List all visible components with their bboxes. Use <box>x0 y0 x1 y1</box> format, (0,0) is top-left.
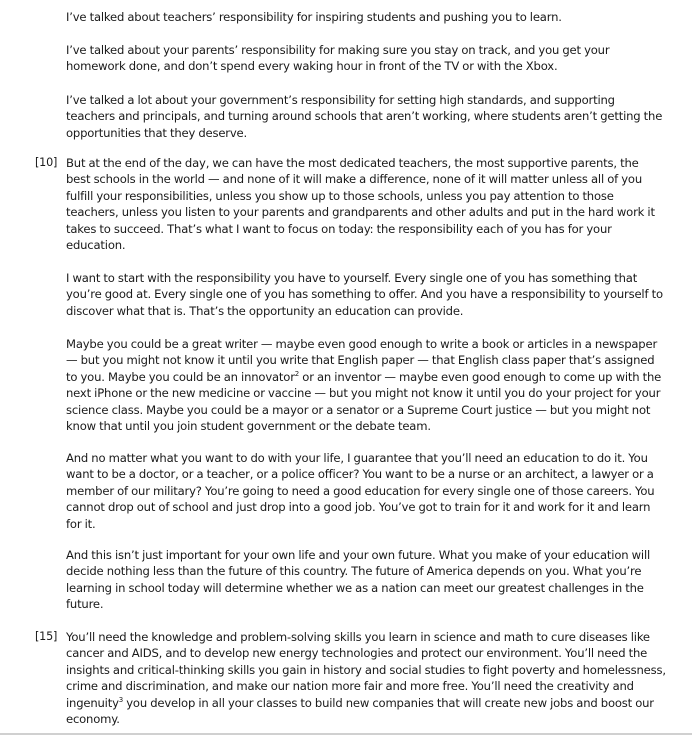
paragraph-5 <box>66 270 666 319</box>
paragraph-text: But at the end of the day, we can have the most dedicated teachers, the most supportive parents, the best schools in the world — and none of it will make a difference, none of it will matter unless all of you fulfill your responsibilities, unless you show up to those schools, unless you pay attention to those teachers, unless you listen to your parents and grandparents and other adults and put in the hard work it takes to succeed. That’s what I want to focus on today: the responsibility each of you has for your education. <box>66 156 655 253</box>
paragraph-2 <box>66 42 666 75</box>
paragraph-text: I’ve talked about your parents’ responsibility for making sure you stay on track, and you get your homework done, and don’t spend every waking hour in front of the TV or with the Xbox. <box>66 43 610 74</box>
paragraph-text-part-b: or an inventor — maybe even good enough to come up with the next iPhone or the new medicine or vaccine — but you might not know it until you do your project for your science class. Maybe you could be a mayor or a senator or a Supreme Court justice — but you might not know that until you join student government or the debate team. <box>66 369 662 434</box>
paragraph-text: I’ve talked about teachers’ responsibility for inspiring students and pushing you to learn. <box>66 10 562 24</box>
paragraph-7 <box>66 450 666 532</box>
paragraph-text-part-a: Maybe you could be a great writer — maybe even good enough to write a book or articles in a newspaper — but you might not know it until you write that English paper — that English class paper that’s assigned to you. Maybe you could be an innovator <box>66 337 658 384</box>
paragraph-number-15: [15] <box>35 630 58 643</box>
paragraph-text: And this isn’t just important for your own life and your own future. What you make of your education will decide nothing less than the future of this country. The future of America depends on you. What you’re learning in school today will determine whether we as a nation can meet our greatest challenges in the future. <box>66 548 651 612</box>
footnote-marker: 2 <box>294 369 300 378</box>
paragraph-1 <box>66 9 666 25</box>
paragraph-4 <box>66 155 666 253</box>
paragraph-number-10: [10] <box>35 156 58 169</box>
paragraph-text: I’ve talked a lot about your government’s responsibility for setting high standards, and supporting teachers and principals, and turning around schools that aren’t working, where students aren’t getting the opportunities that they deserve. <box>66 93 663 140</box>
paragraph-6 <box>66 336 666 434</box>
paragraph-9 <box>66 629 666 727</box>
footnote-marker: 3 <box>118 695 124 704</box>
paragraph-text-part-b: you develop in all your classes to build new companies that will create new jobs and boost our economy. <box>66 695 654 727</box>
paragraph-text: And no matter what you want to do with your life, I guarantee that you’ll need an education to do it. You want to be a doctor, or a teacher, or a police officer? You want to be a nurse or an architect, a lawyer or a member of our military? You’re going to need a good education for every single one of those careers. You cannot drop out of school and just drop into a good job. You’ve got to train for it and work for it and learn for it. <box>66 451 655 531</box>
paragraph-3 <box>66 92 666 141</box>
paragraph-text-part-a: You’ll need the knowledge and problem-solving skills you learn in science and math to cure diseases like cancer and AIDS, and to develop new energy technologies and protect our environment. You’ll need the insights and critical-thinking skills you gain in history and social studies to fight poverty and homelessness, crime and discrimination, and make our nation more fair and more free. You’ll need the creativity and ingenuity <box>66 630 666 710</box>
paragraph-8 <box>66 547 666 613</box>
paragraph-text: I want to start with the responsibility you have to yourself. Every single one of you has something that you’re good at. Every single one of you has something to offer. And you have a responsibility to yourself to discover what that is. That’s the opportunity an education can provide. <box>66 271 663 318</box>
